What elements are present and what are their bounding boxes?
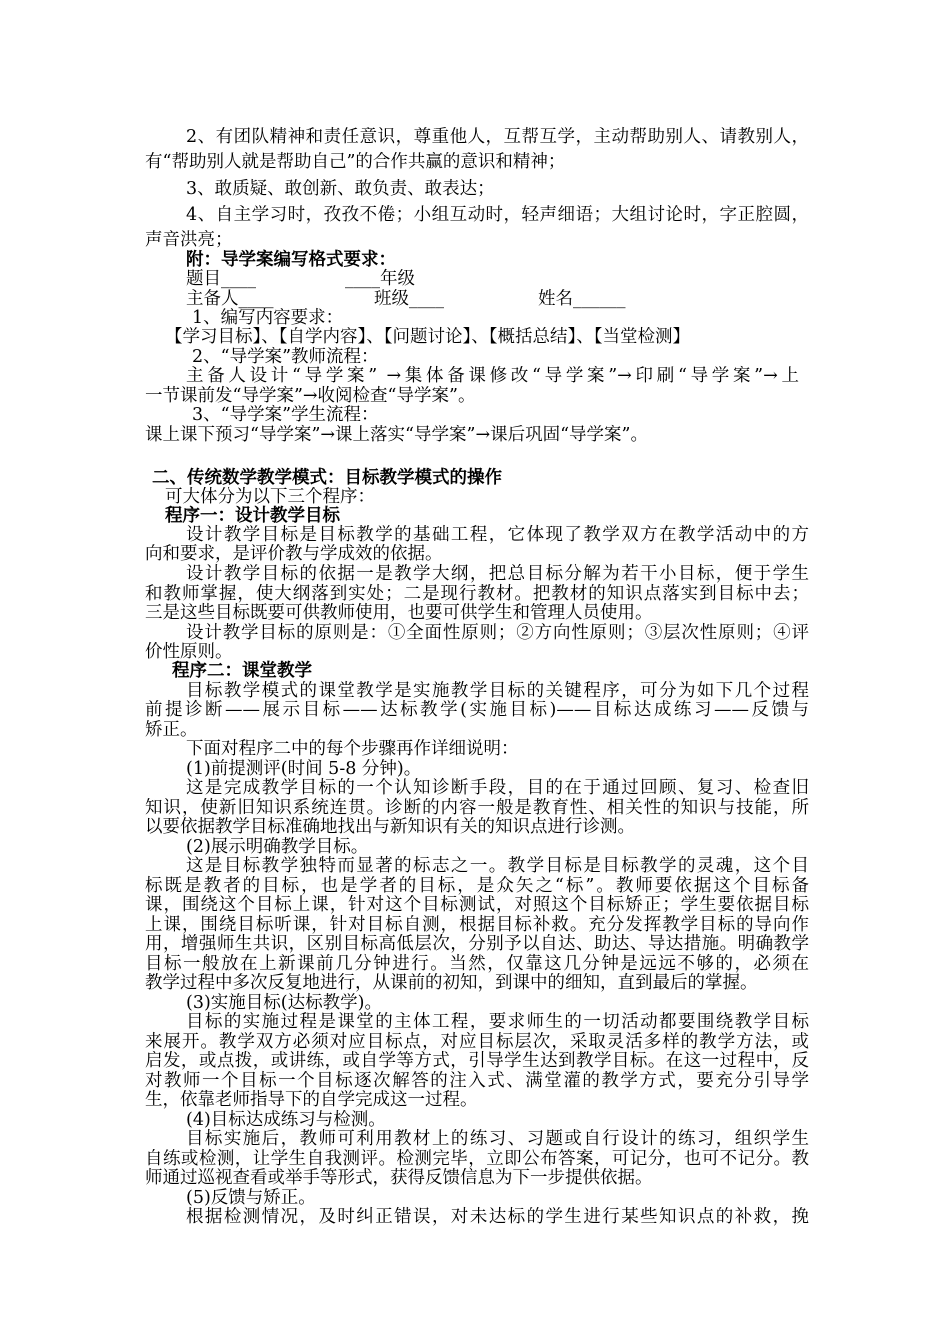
form-field-preparer: 主备人____ [186,289,274,309]
paragraph-line: 4、自主学习时，孜孜不倦；小组互动时，轻声细语；大组讨论时，字正腔圆， [186,205,809,225]
paragraph-line: 这是完成教学目标的一个认知诊断手段，目的在于通过回顾、复习、检查旧 [186,778,809,798]
appendix-heading: 附：导学案编写格式要求： [186,250,396,270]
paragraph-line: 设计教学目标的依据一是教学大纲，把总目标分解为若干小目标，便于学生 [186,564,809,584]
paragraph-line: 声音洪亮； [145,230,233,250]
paragraph-line: (2)展示明确教学目标。 [186,837,369,857]
paragraph-line: 有“帮助别人就是帮助自己”的合作共赢的意识和精神； [145,152,566,172]
paragraph-line: 向和要求，是评价教与学成效的依据。 [145,544,443,564]
paragraph-line: 教学过程中多次反复地进行，从课前的初知，到课中的细知，直到最后的掌握。 [145,973,758,993]
paragraph-line: 自练或检测，让学生自我测评。检测完毕，立即公布答案，可记分，也可不记分。教 [145,1149,809,1169]
paragraph-line: 价性原则。 [145,642,233,662]
subsection-heading: 程序一：设计教学目标 [165,506,340,526]
paragraph-line: 知识，使新旧知识系统连贯。诊断的内容一般是教育性、相关性的知识与技能，所 [145,798,809,818]
paragraph-line: 目标一般放在上新课前几分钟进行。当然，仅靠这几分钟是远远不够的，必须在 [145,954,809,974]
paragraph-line: 3、敢质疑、敢创新、敢负责、敢表达； [186,179,495,199]
form-field-grade: ____年级 [345,269,415,289]
paragraph-line: 2、有团队精神和责任意识，尊重他人，互帮互学，主动帮助别人、请教别人， [186,127,809,147]
paragraph-line: 矫正。 [145,720,198,740]
paragraph-line: 一节课前发“导学案”→收阅检查“导学案”。 [145,386,476,406]
paragraph-line: 主备人设计“导学案” →集体备课修改“导学案”→印刷“导学案”→上 [186,366,799,386]
paragraph-line: 三是这些目标既要可供教师使用，也要可供学生和管理人员使用。 [145,603,653,623]
paragraph-line: 来展开。教学双方必须对应目标点，对应目标层次，采取灵活多样的教学方法，或 [145,1032,809,1052]
paragraph-line: 目标教学模式的课堂教学是实施教学目标的关键程序，可分为如下几个过程 [186,681,809,701]
paragraph-line: 可大体分为以下三个程序： [165,487,375,507]
paragraph-line: 对教师一个目标一个目标逐次解答的注入式、满堂灌的教学方式，要充分引导学 [145,1071,809,1091]
paragraph-line: (5)反馈与矫正。 [186,1188,316,1208]
paragraph-line: 下面对程序二中的每个步骤再作详细说明： [186,739,519,759]
paragraph-line: 以要依据教学目标准确地找出与新知识有关的知识点进行诊测。 [145,817,635,837]
form-field-title: 题目____ [186,269,256,289]
paragraph-line: 启发，或点拨，或讲练，或自学等方式，引导学生达到教学目标。在这一过程中，反 [145,1051,809,1071]
paragraph-line: 目标的实施过程是课堂的主体工程，要求师生的一切活动都要围绕教学目标 [186,1012,809,1032]
paragraph-line: 课上课下预习“导学案”→课上落实“导学案”→课后巩固“导学案”。 [145,425,649,445]
subsection-heading: 程序二：课堂教学 [172,661,312,681]
paragraph-line: 目标实施后，教师可利用教材上的练习、习题或自行设计的练习，组织学生 [186,1129,809,1149]
paragraph-line: 师通过巡视查看或举手等形式，获得反馈信息为下一步提供依据。 [145,1168,653,1188]
paragraph-line: 设计教学目标是目标教学的基础工程，它体现了教学双方在教学活动中的方 [186,525,809,545]
paragraph-line: 3、“导学案”学生流程： [192,405,379,425]
paragraph-line: 课，围绕这个目标上课，针对这个目标测试，对照这个目标矫正；学生要依据目标 [145,895,809,915]
paragraph-line: 这是目标教学独特而显著的标志之一。教学目标是目标教学的灵魂，这个目 [186,856,809,876]
paragraph-line: 【学习目标】、【自学内容】、【问题讨论】、【概括总结】、【当堂检测】 [165,327,690,347]
paragraph-line: 用，增强师生共识，区别目标高低层次，分别予以自达、助达、导达措施。明确教学 [145,934,809,954]
paragraph-line: 上课，围绕目标听课，针对目标自测，根据目标补救。充分发挥教学目标的导向作 [145,915,809,935]
paragraph-line: (1)前提测评(时间 5-8 分钟)。 [186,759,422,779]
paragraph-line: 和教师掌握，使大纲落到实处；二是现行教材。把教材的知识点落实到目标中去； [145,584,809,604]
paragraph-line: (4)目标达成练习与检测。 [186,1110,386,1130]
paragraph-line: 1、编写内容要求： [192,308,344,328]
section-heading: 二、传统数学教学模式：目标教学模式的操作 [152,468,502,488]
paragraph-line: (3)实施目标(达标教学)。 [186,993,382,1013]
paragraph-line: 2、“导学案”教师流程： [192,347,379,367]
form-field-name: 姓名______ [538,289,626,309]
paragraph-line: 生，依靠老师指导下的自学完成这一过程。 [145,1090,478,1110]
paragraph-line: 设计教学目标的原则是：①全面性原则；②方向性原则；③层次性原则；④评 [186,623,809,643]
paragraph-line: 前提诊断——展示目标——达标教学(实施目标)——目标达成练习——反馈与 [145,700,809,720]
form-field-class: 班级____ [374,289,444,309]
paragraph-line: 根据检测情况，及时纠正错误，对未达标的学生进行某些知识点的补救，挽 [186,1207,809,1227]
paragraph-line: 标既是教者的目标，也是学者的目标，是众矢之“标”。教师要依据这个目标备 [145,876,809,896]
